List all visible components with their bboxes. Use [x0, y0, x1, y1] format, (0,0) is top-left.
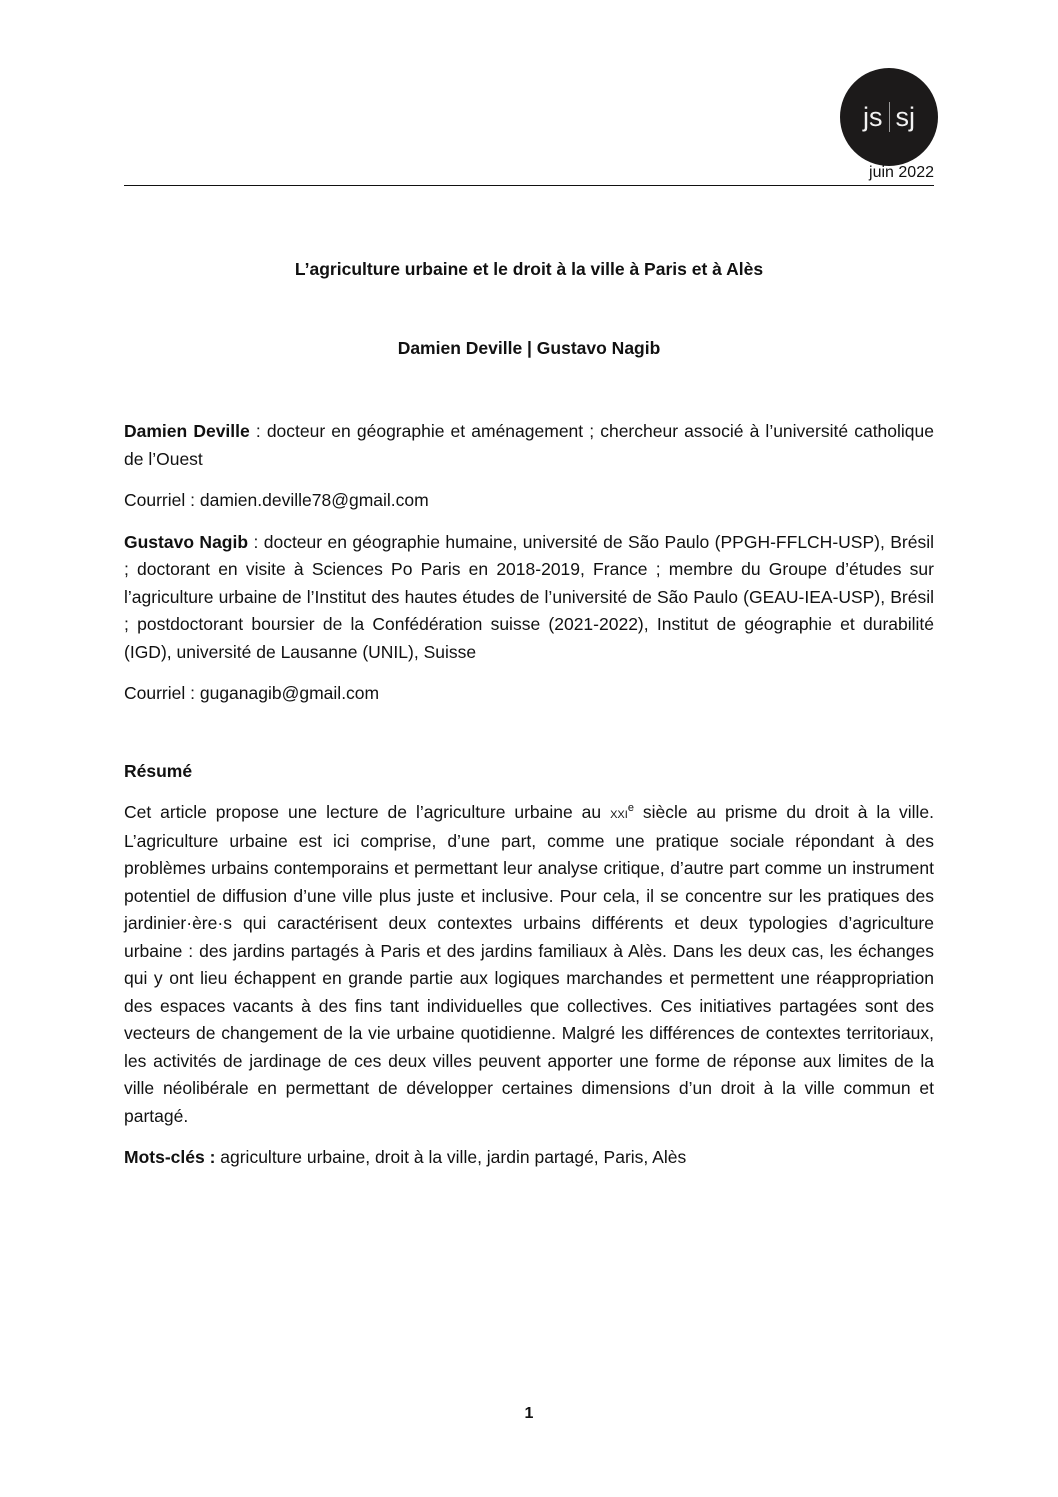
email-label: Courriel : [124, 490, 200, 510]
logo-text-right: sj [895, 101, 915, 132]
abstract-text-part: siècle au prisme du droit à la ville. L’agriculture urbaine est ici comprise, d’une part, comme une pratique sociale répondant à des problèmes urbains contemporains et permettant leur analyse critique, d’autre part comme un instrument potentiel de diffusion d’une ville plus juste et inclusive. Pour cela, il se concentre sur les pratiques des jardinier·ère·s qui caractérisent deux contextes urbains différents et deux typologies d’agriculture urbaine : des jardins partagés à Paris et des jardins familiaux à Alès. Dans les deux cas, les échanges qui y ont lieu échappent en grande partie aux logiques marchandes et permettent une réappropriation des espaces vacants à des fins tant individuelles que collectives. Ces initiatives partagées sont des vecteurs de changement de la vie urbaine quotidienne. Malgré les différences de contextes territoriaux, les activités de jardinage de ces deux villes peuvent apporter une forme de réponse aux limites de la ville néolibérale en permettant de développer certaines dimensions d’un droit à la ville commun et partagé. [124, 802, 934, 1126]
author-bio-2 [124, 529, 934, 667]
author-email-2 [124, 680, 934, 708]
journal-logo [840, 68, 938, 166]
abstract-text-part: Cet article propose une lecture de l’agriculture urbaine au [124, 802, 611, 822]
author-name: Damien Deville [124, 421, 250, 441]
authors-line: Damien Deville | Gustavo Nagib [397, 338, 661, 358]
century-numeral: xxi [610, 805, 628, 822]
keywords-text: agriculture urbaine, droit à la ville, jardin partagé, Paris, Alès [215, 1147, 687, 1167]
email-address[interactable]: guganagib@gmail.com [199, 683, 380, 703]
email-label: Courriel : [124, 683, 200, 703]
author-name: Gustavo Nagib [124, 531, 249, 552]
author-bio-1 [124, 418, 934, 473]
author-description: : docteur en géographie humaine, université de São Paulo (PPGH-FFLCH-USP), Brésil ; doctorant en visite à Sciences Po Paris en 2018-2019, France ; membre du Groupe d’études sur l’agriculture urbaine de l’Institut des hautes études de l’université de São Paulo (GEAU-IEA-USP), Brésil ; postdoctorant boursier de la Confédération suisse (2021-2022), Institut de géographie et durabilité (IGD), université de Lausanne (UNIL), Suisse [124, 531, 934, 662]
logo-text-left: js [863, 101, 883, 132]
publication-date: juin 2022 [869, 164, 934, 181]
header-rule [124, 185, 934, 186]
keywords-label: Mots-clés : [124, 1147, 216, 1167]
page-number: 1 [524, 1405, 534, 1422]
keywords [124, 1144, 934, 1172]
author-description: : docteur en géographie et aménagement ; chercheur associé à l’université catholique de l’Ouest [124, 421, 934, 469]
logo-divider [889, 102, 890, 132]
author-email-1 [124, 487, 934, 515]
century-superscript: e [627, 802, 634, 815]
abstract-heading: Résumé [124, 760, 193, 781]
article-title: L’agriculture urbaine et le droit à la ville à Paris et à Alès [294, 259, 764, 279]
email-address[interactable]: damien.deville78@gmail.com [199, 490, 429, 510]
abstract-text [124, 799, 934, 1130]
article-body [124, 418, 934, 1172]
